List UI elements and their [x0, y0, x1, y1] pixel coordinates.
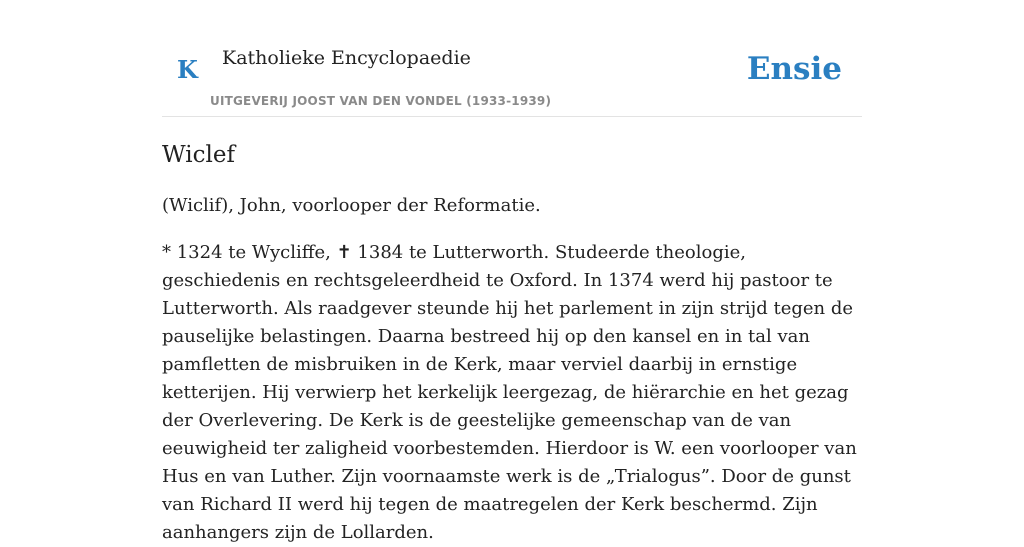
encyclopedia-logo[interactable]: K [177, 55, 198, 84]
article-intro: (Wiclif), John, voorlooper der Reformatie. [162, 195, 541, 216]
encyclopedia-title[interactable]: Katholieke Encyclopaedie [222, 47, 471, 69]
article [162, 138, 862, 547]
article-body: * 1324 te Wycliffe, ✝ 1384 te Lutterworth. Studeerde theologie, geschiedenis en rechtsgeleerdheid te Oxford. In 1374 werd hij pastoor te Lutterworth. Als raadgever steunde hij het parlement in zijn strijd tegen de pauselijke belastingen. Daarna bestreed hij op den kansel en in tal van pamfletten de misbruiken in de Kerk, maar verviel daarbij in ernstige ketterijen. Hij verwierp het kerkelijk leergezag, de hiërarchie en het gezag der Overlevering. De Kerk is de geestelijke gemeenschap van de van eeuwigheid ter zaligheid voorbestemden. Hierdoor is W. een voorlooper van Hus en van Luther. Zijn voornaamste werk is de „Trialogus”. Door de gunst van Richard II werd hij tegen de maatregelen der Kerk beschermd. Zijn aanhangers zijn de Lollarden. [162, 242, 857, 543]
publisher-label: UITGEVERIJ JOOST VAN DEN VONDEL (1933-1939) [210, 94, 552, 108]
site-header [162, 0, 862, 117]
ensie-brand-link[interactable]: Ensie [746, 51, 842, 87]
article-title: Wiclef [162, 142, 235, 168]
